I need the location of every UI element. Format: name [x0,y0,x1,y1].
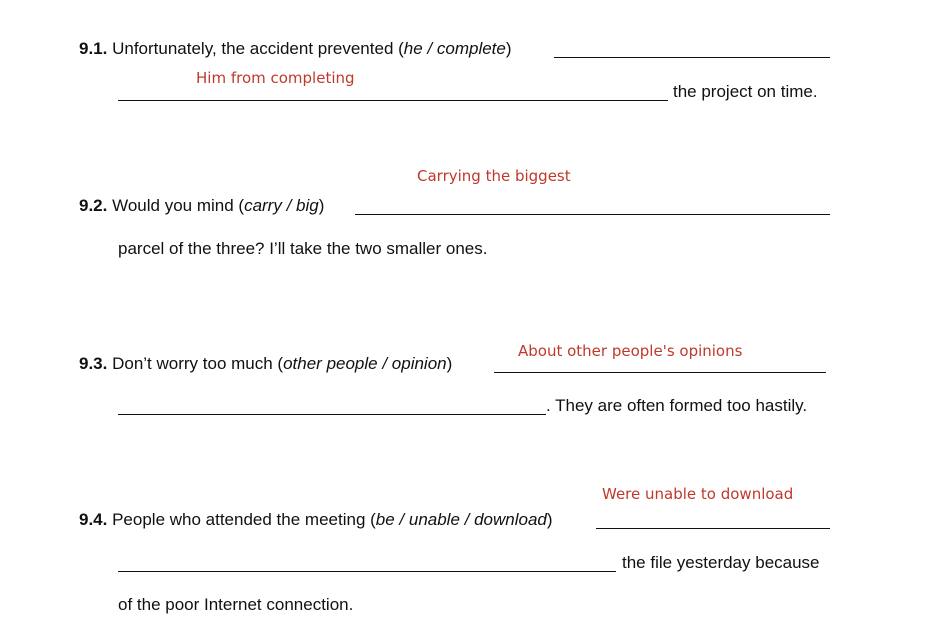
prompt-close: ) [446,354,453,373]
handwritten-answer: Carrying the biggest [417,167,571,185]
prompt-hint: he / complete [403,39,506,58]
prompt-close: ) [318,196,325,215]
prompt-hint: other people / opinion [283,354,447,373]
prompt-close: ) [505,39,512,58]
answer-blank[interactable] [355,214,830,215]
prompt-text: Don’t worry too much ( [112,354,284,373]
exercise-number: 9.1. [79,39,108,58]
prompt-hint: be / unable / download [375,510,547,529]
prompt-text: Would you mind ( [112,196,245,215]
exercise-prompt [79,354,452,374]
continuation-text: the project on time. [673,82,818,101]
exercise-prompt [79,196,324,216]
exercise-number: 9.3. [79,354,108,373]
handwritten-answer: About other people's opinions [518,342,743,360]
handwritten-answer: Were unable to download [602,485,794,503]
answer-blank[interactable] [596,528,830,529]
prompt-text: Unfortunately, the accident prevented ( [112,39,404,58]
continuation-text-2: of the poor Internet connection. [118,595,354,614]
exercise-number: 9.2. [79,196,108,215]
exercise-prompt [79,39,512,59]
continuation-text: . They are often formed too hastily. [546,396,808,415]
exercise-number: 9.4. [79,510,108,529]
exercise-prompt [79,510,553,530]
prompt-hint: carry / big [244,196,319,215]
answer-blank-continued[interactable] [118,414,546,415]
answer-blank[interactable] [554,57,830,58]
prompt-close: ) [546,510,553,529]
handwritten-answer: Him from completing [196,69,355,87]
continuation-text: the file yesterday because [622,553,820,572]
answer-blank[interactable] [494,372,826,373]
continuation-text: parcel of the three? I’ll take the two smaller ones. [118,239,488,258]
answer-blank-continued[interactable] [118,571,616,572]
answer-blank-continued[interactable] [118,100,668,101]
prompt-text: People who attended the meeting ( [112,510,376,529]
